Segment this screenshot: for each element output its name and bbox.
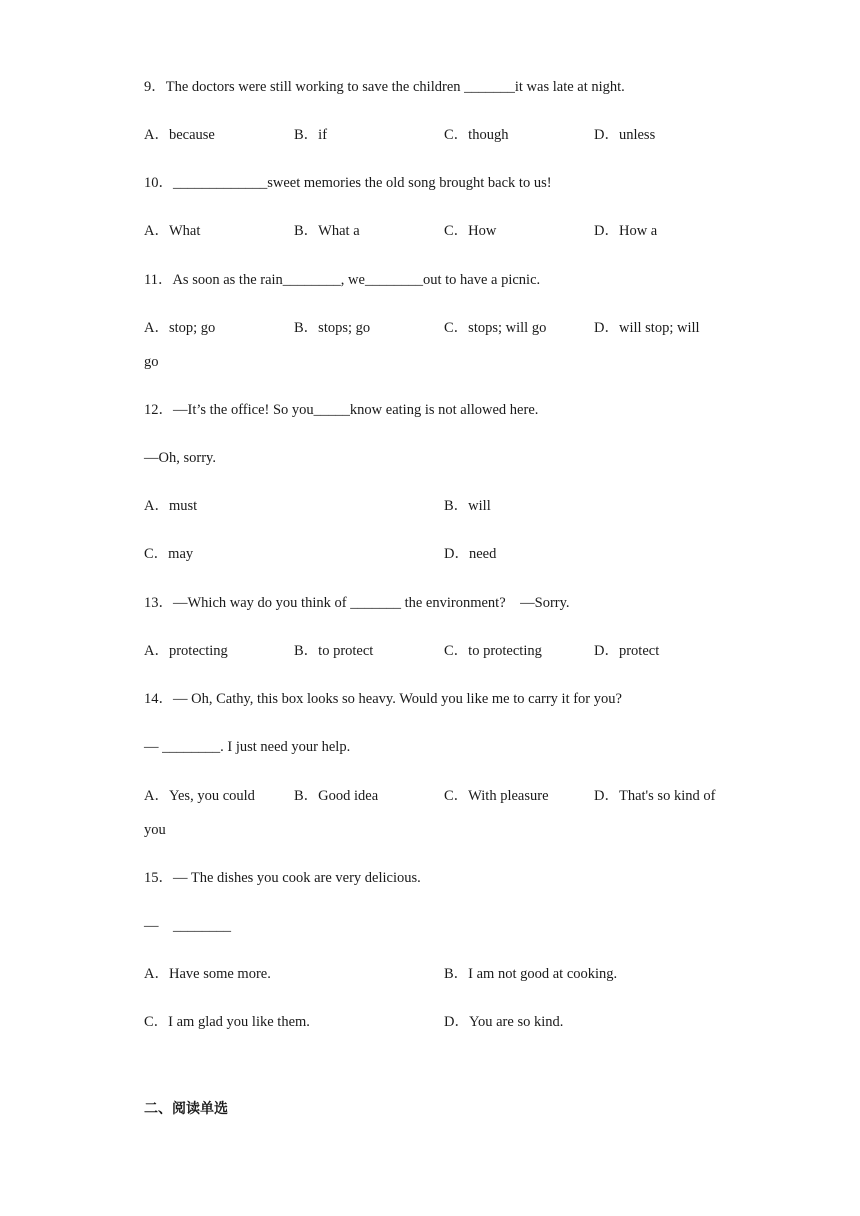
question-14-reply: — ________. I just need your help.	[144, 739, 351, 755]
question-15-reply: — ________	[144, 918, 231, 934]
q14-option-b[interactable]: B．Good idea	[294, 788, 379, 804]
q12-option-d[interactable]: D．need	[444, 546, 497, 562]
q13-option-c[interactable]: C．to protecting	[444, 643, 542, 659]
q10-option-a[interactable]: A．What	[144, 223, 201, 239]
q11-option-b[interactable]: B．stops; go	[294, 320, 371, 336]
q15-option-d[interactable]: D．You are so kind.	[444, 1014, 564, 1030]
question-10-stem: 10．_____________sweet memories the old song brought back to us!	[144, 175, 552, 191]
question-9-stem: 9．The doctors were still working to save the children _______it was late at night.	[144, 79, 625, 95]
q11-option-d[interactable]: D．will stop; will	[594, 320, 700, 336]
q10-option-c[interactable]: C．How	[444, 223, 497, 239]
q9-option-c[interactable]: C．though	[444, 127, 509, 143]
q14-option-c[interactable]: C．With pleasure	[444, 788, 549, 804]
question-12-reply: —Oh, sorry.	[144, 450, 216, 466]
q12-option-a[interactable]: A．must	[144, 498, 198, 514]
q10-option-d[interactable]: D．How a	[594, 223, 658, 239]
q13-option-a[interactable]: A．protecting	[144, 643, 228, 659]
q15-option-b[interactable]: B．I am not good at cooking.	[444, 966, 618, 982]
q14-option-a[interactable]: A．Yes, you could	[144, 788, 255, 804]
q11-option-c[interactable]: C．stops; will go	[444, 320, 547, 336]
q14-option-d[interactable]: D．That's so kind of	[594, 788, 716, 804]
question-12-stem: 12．—It’s the office! So you_____know eating is not allowed here.	[144, 402, 539, 418]
q15-option-a[interactable]: A．Have some more.	[144, 966, 271, 982]
q13-option-d[interactable]: D．protect	[594, 643, 660, 659]
q12-option-b[interactable]: B．will	[444, 498, 491, 514]
q12-option-c[interactable]: C．may	[144, 546, 194, 562]
q11-option-d-wrap: go	[144, 354, 159, 370]
question-14-stem: 14．— Oh, Cathy, this box looks so heavy. Would you like me to carry it for you?	[144, 691, 622, 707]
section-title: 二、阅读单选	[144, 1101, 228, 1117]
question-15-stem: 15．— The dishes you cook are very delicious.	[144, 870, 421, 886]
q11-option-a[interactable]: A．stop; go	[144, 320, 216, 336]
q9-option-b[interactable]: B．if	[294, 127, 328, 143]
q14-option-d-wrap: you	[144, 822, 166, 838]
q9-option-d[interactable]: D．unless	[594, 127, 656, 143]
question-13-stem: 13．—Which way do you think of _______ the environment? —Sorry.	[144, 595, 570, 611]
q13-option-b[interactable]: B．to protect	[294, 643, 374, 659]
q9-option-a[interactable]: A．because	[144, 127, 215, 143]
q15-option-c[interactable]: C．I am glad you like them.	[144, 1014, 310, 1030]
q10-option-b[interactable]: B．What a	[294, 223, 360, 239]
question-11-stem: 11．As soon as the rain________, we________out to have a picnic.	[144, 272, 541, 288]
